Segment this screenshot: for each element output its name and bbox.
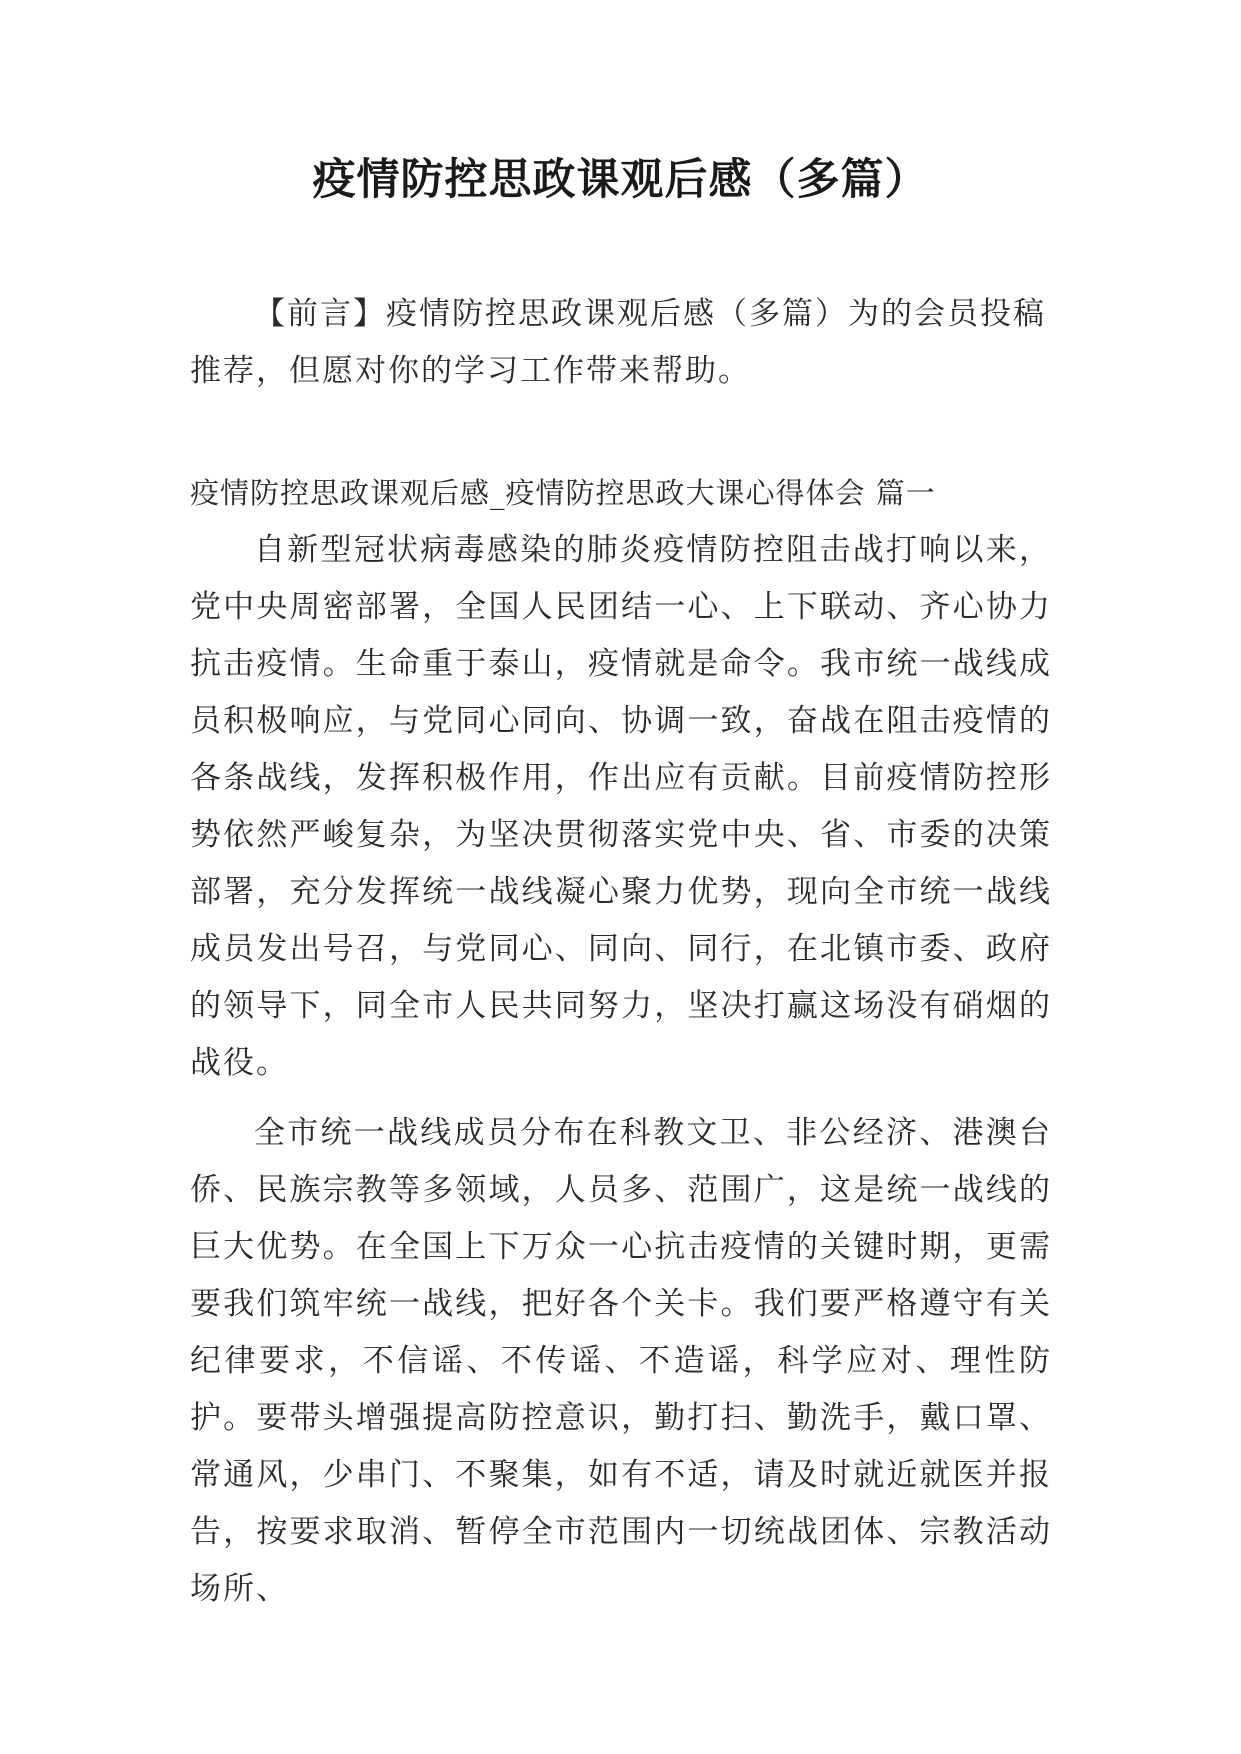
body-paragraph-2: 全市统一战线成员分布在科教文卫、非公经济、港澳台侨、民族宗教等多领域，人员多、范围广，这是统一战线的巨大优势。在全国上下万众一心抗击疫情的关键时期，更需要我们筑牢统一战线，把好各个关卡。我们要严格遵守有关纪律要求，不信谣、不传谣、不造谣，科学应对、理性防护。要带头增强提高防控意识，勤打扫、勤洗手，戴口罩、常通风，少串门、不聚集，如有不适，请及时就近就医并报告，按要求取消、暂停全市范围内一切统战团体、宗教活动场所、 [190, 1115, 1052, 1607]
section-heading: 疫情防控思政课观后感_疫情防控思政大课心得体会 篇一 [190, 476, 936, 510]
document-title: 疫情防控思政课观后感（多篇） [312, 155, 929, 205]
preface-paragraph: 【前言】疫情防控思政课观后感（多篇）为的会员投稿推荐，但愿对你的学习工作带来帮助。 [190, 296, 1046, 389]
body-paragraph-1: 自新型冠状病毒感染的肺炎疫情防控阻击战打响以来，党中央周密部署，全国人民团结一心、上下联动、齐心协力抗击疫情。生命重于泰山，疫情就是命令。我市统一战线成员积极响应，与党同心同向、协调一致，奋战在阻击疫情的各条战线，发挥积极作用，作出应有贡献。目前疫情防控形势依然严峻复杂，为坚决贯彻落实党中央、省、市委的决策部署，充分发挥统一战线凝心聚力优势，现向全市统一战线成员发出号召，与党同心、同向、同行，在北镇市委、政府的领导下，同全市人民共同努力，坚决打赢这场没有硝烟的战役。 [190, 532, 1052, 1081]
